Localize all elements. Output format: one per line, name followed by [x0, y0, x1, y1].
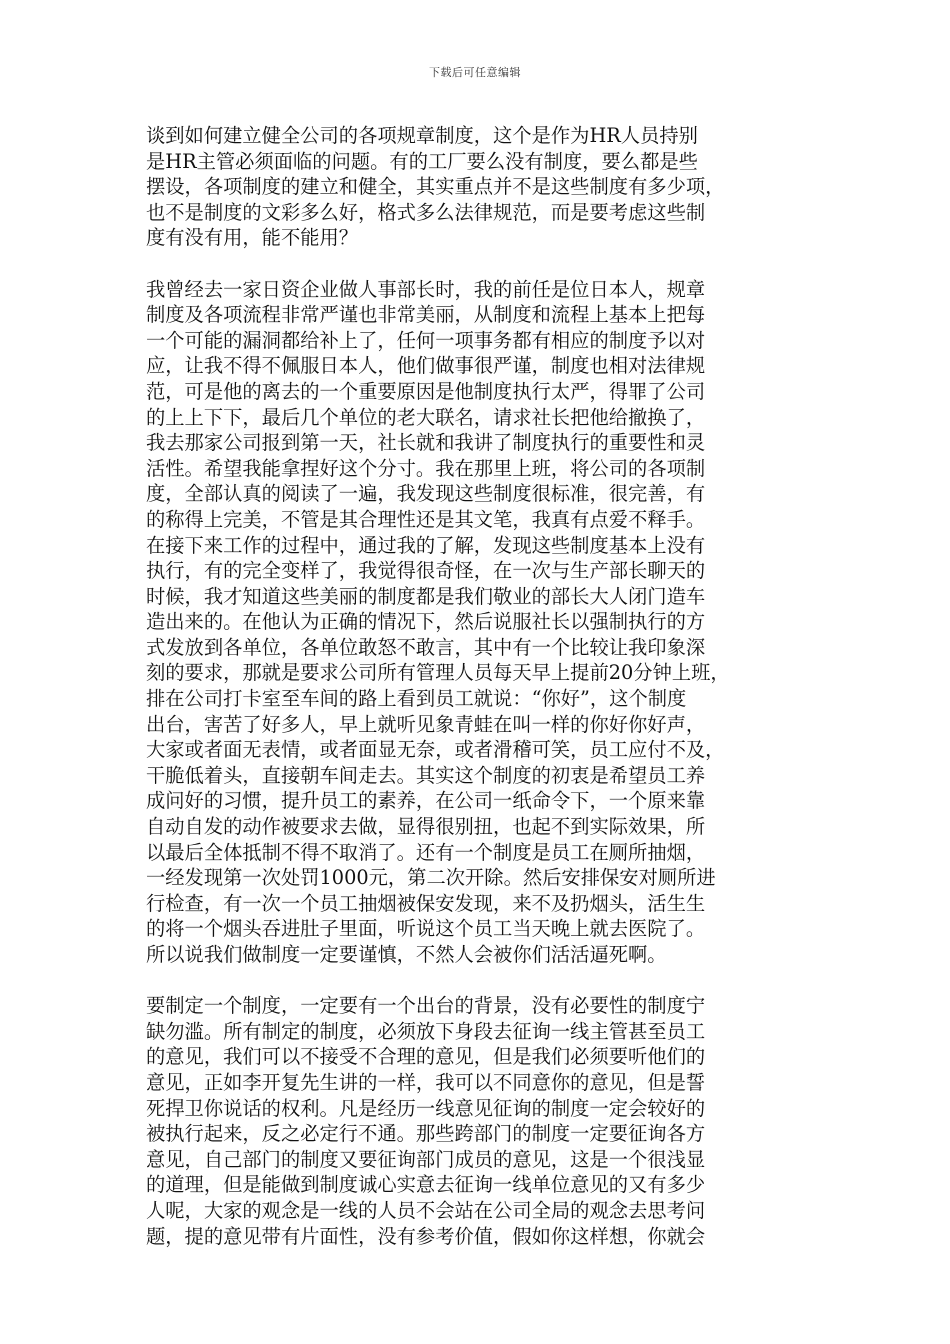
document-body: [146, 123, 806, 1275]
paragraph-intro: 谈到如何建立健全公司的各项规章制度，这个是作为HR人员持别 是HR主管必须面临的问题。有的工厂要么没有制度，要么都是些 摆设，各项制度的建立和健全，其实重点并不是这些制度有多少项， 也不是制度的文彩多么好，格式多么法律规范，而是要考虑这些制 度有没有用，能不能用？: [146, 124, 725, 250]
paragraph-advice: 要制定一个制度，一定要有一个出台的背景，没有必要性的制度宁 缺勿滥。所有制定的制度，必须放下身段去征询一线主管甚至员工 的意见，我们可以不接受不合理的意见，但是我们必须要听他们的 意见，正如李开复先生讲的一样，我可以不同意你的意见，但是誓 死捍卫你说话的权利。凡是经历一线意见征询的制度一定会较好的 被执行起来，反之必定行不通。那些跨部门的制度一定要征询各方 意见，自己部门的制度又要征询部门成员的意见，这是一个很浅显 的道理，但是能做到制度诚心实意去征询一线单位意见的又有多少 人呢，大家的观念是一线的人员不会站在公司全局的观念去思考问 题，提的意见带有片面性，没有参考价值，假如你这样想，你就会: [146, 994, 706, 1248]
page-header: 下载后可任意编辑: [429, 66, 521, 79]
paragraph-story: 我曾经去一家日资企业做人事部长时，我的前任是位日本人，规章 制度及各项流程非常严谨也非常美丽，从制度和流程上基本上把每 一个可能的漏洞都给补上了，任何一项事务都有相应的制度予以对 应，让我不得不佩服日本人，他们做事很严谨，制度也相对法律规 范，可是他的离去的一个重要原因是他制度执行太严，得罪了公司 的上上下下，最后几个单位的老大联名，请求社长把他给撤换了， 我去那家公司报到第一天，社长就和我讲了制度执行的重要性和灵 活性。希望我能拿捏好这个分寸。我在那里上班，将公司的各项制 度，全部认真的阅读了一遍，我发现这些制度很标准，很完善，有 的称得上完美，不管是其合理性还是其文笔，我真有点爱不释手。 在接下来工作的过程中，通过我的了解，发现这些制度基本上没有 执行，有的完全变样了，我觉得很奇怪，在一次与生产部长聊天的 时候，我才知道这些美丽的制度都是我们敬业的部长大人闭门造车 造出来的。在他认为正确的情况下，然后说服社长以强制执行的方 式发放到各单位，各单位敢怒不敢言，其中有一个比较让我印象深 刻的要求，那就是要求公司所有管理人员每天早上提前20分钟上班， 排在公司打卡室至车间的路上看到员工就说：“你好”，这个制度 出台，害苦了好多人，早上就听见象青蛙在叫一样的你好你好声， 大家或者面无表情，或者面显无奈，或者滑稽可笑，员工应付不及， 干脆低着头，直接朝车间走去。其实这个制度的初衷是希望员工养 成问好的习惯，提升员工的素养，在公司一纸命令下，一个原来靠 自动自发的动作被要求去做，显得很别扭，也起不到实际效果，所 以最后全体抵制不得不取消了。还有一个制度是员工在厕所抽烟， 一经发现第一次处罚1000元，第二次开除。然后安排保安对厕所进 行检查，有一次一个员工抽烟被保安发现，来不及扔烟头，活生生 的将一个烟头吞进肚子里面，听说这个员工当天晚上就去医院了。 所以说我们做制度一定要谨慎，不然人会被你们活活逼死啊。: [146, 277, 730, 966]
